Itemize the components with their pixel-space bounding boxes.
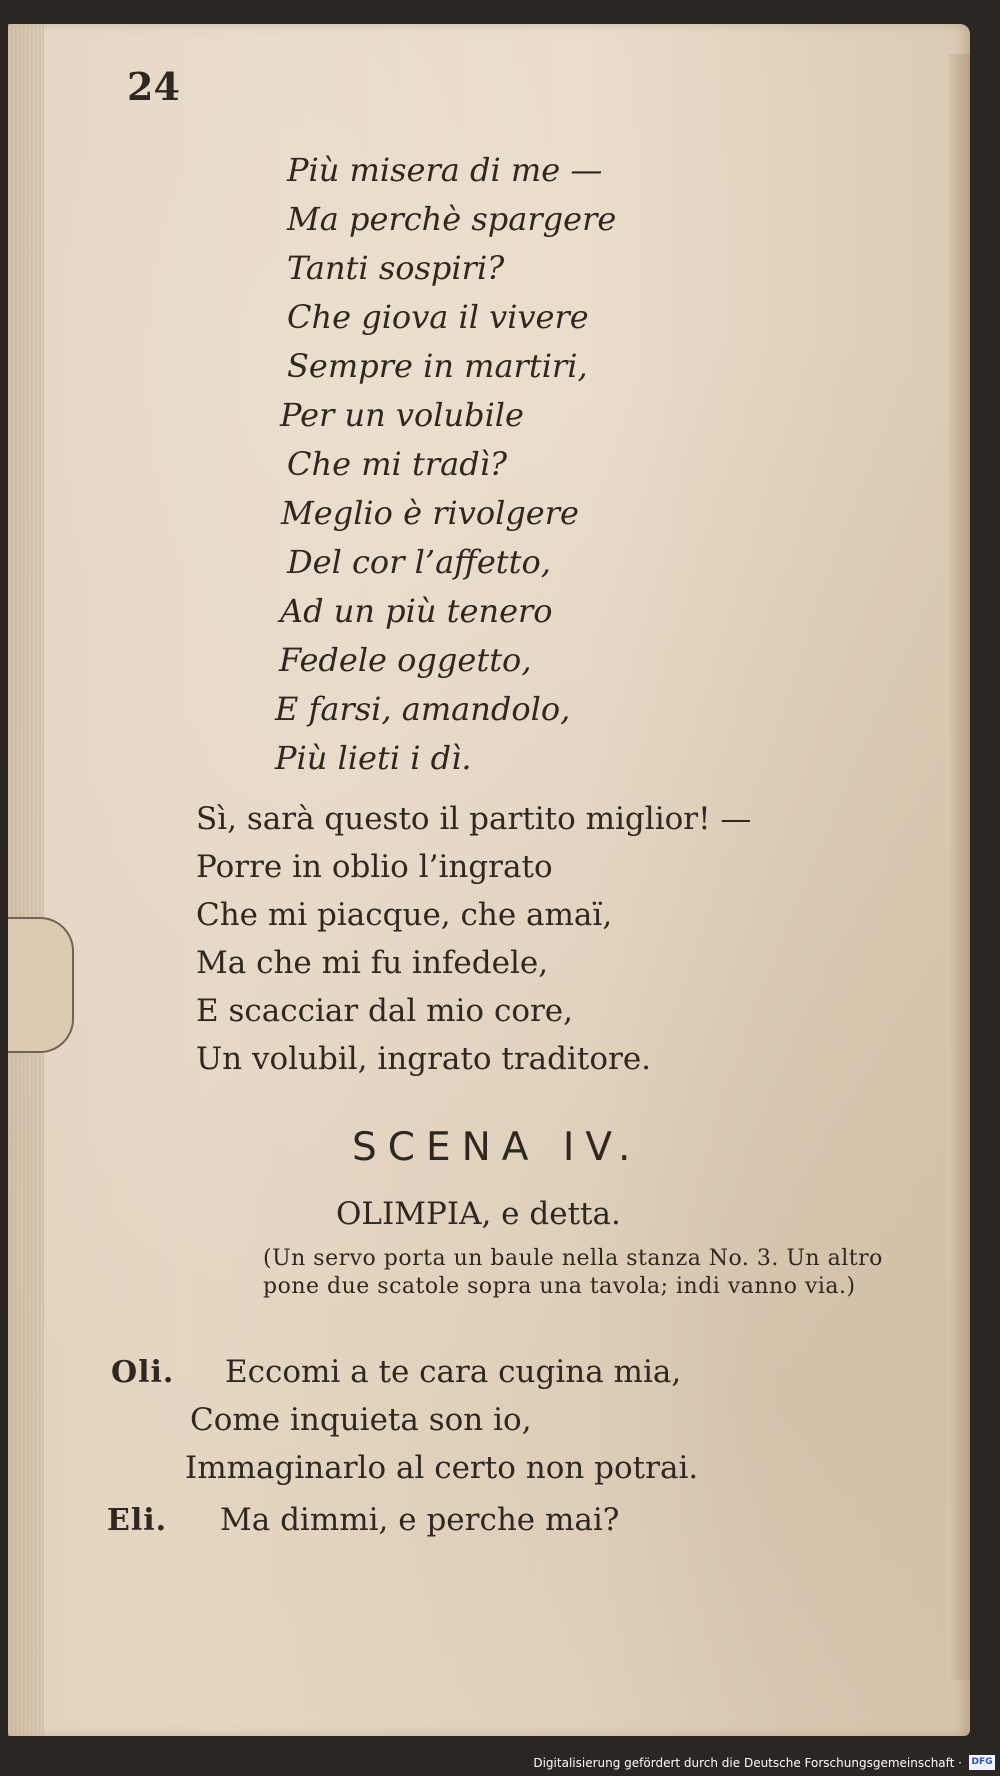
page-number: 24 bbox=[127, 64, 180, 109]
scene-title: SCENA IV. bbox=[352, 1125, 642, 1170]
dialogue-line-1: Eccomi a te cara cugina mia, bbox=[225, 1354, 682, 1390]
verse-line-11: Fedele oggetto, bbox=[279, 641, 532, 679]
recitative-line-6: Un volubil, ingrato traditore. bbox=[196, 1041, 652, 1077]
dialogue-line-4: Ma dimmi, e perche mai? bbox=[220, 1502, 620, 1538]
recitative-line-1: Sì, sarà questo il partito miglior! — bbox=[196, 801, 752, 837]
stage-direction: (Un servo porta un baule nella stanza No. 3. Un altro pone due scatole sopra una tavola; indi vanno via.) bbox=[263, 1246, 883, 1299]
verse-line-2: Ma perchè spargere bbox=[287, 200, 617, 238]
verse-line-4: Che giova il vivere bbox=[287, 298, 589, 336]
verse-line-6: Per un volubile bbox=[280, 396, 524, 434]
recitative-line-4: Ma che mi fu infedele, bbox=[196, 945, 549, 981]
verse-line-7: Che mi tradì? bbox=[287, 445, 508, 483]
verse-line-12: E farsi, amandolo, bbox=[275, 690, 571, 728]
verse-line-5: Sempre in martiri, bbox=[287, 347, 588, 385]
scene-characters: OLIMPIA, e detta. bbox=[336, 1196, 621, 1232]
verse-line-8: Meglio è rivolgere bbox=[281, 494, 579, 532]
digitization-footer bbox=[0, 1736, 1000, 1776]
dialogue-line-2: Come inquieta son io, bbox=[190, 1402, 532, 1438]
speaker-olimpia: Oli. bbox=[111, 1355, 175, 1390]
verse-line-3: Tanti sospiri? bbox=[287, 249, 505, 287]
page-gutter bbox=[8, 24, 44, 1736]
recitative-line-3: Che mi piacque, che amaï, bbox=[196, 897, 613, 933]
dfg-logo-badge: DFG bbox=[969, 1755, 995, 1770]
speaker-elisa: Eli. bbox=[107, 1503, 168, 1538]
digitization-credit: Digitalisierung gefördert durch die Deutsche Forschungsgemeinschaft · bbox=[533, 1756, 962, 1770]
verse-line-13: Più lieti i dì. bbox=[275, 739, 472, 777]
verse-line-10: Ad un più tenero bbox=[280, 592, 553, 630]
recitative-line-2: Porre in oblio l’ingrato bbox=[196, 849, 553, 885]
verse-line-1: Più misera di me — bbox=[287, 151, 603, 189]
verse-line-9: Del cor l’affetto, bbox=[287, 543, 551, 581]
dialogue-line-3: Immaginarlo al certo non potrai. bbox=[185, 1450, 699, 1486]
page-right-edge bbox=[948, 54, 970, 1680]
recitative-line-5: E scacciar dal mio core, bbox=[196, 993, 573, 1029]
page-tab-marker bbox=[8, 917, 74, 1053]
